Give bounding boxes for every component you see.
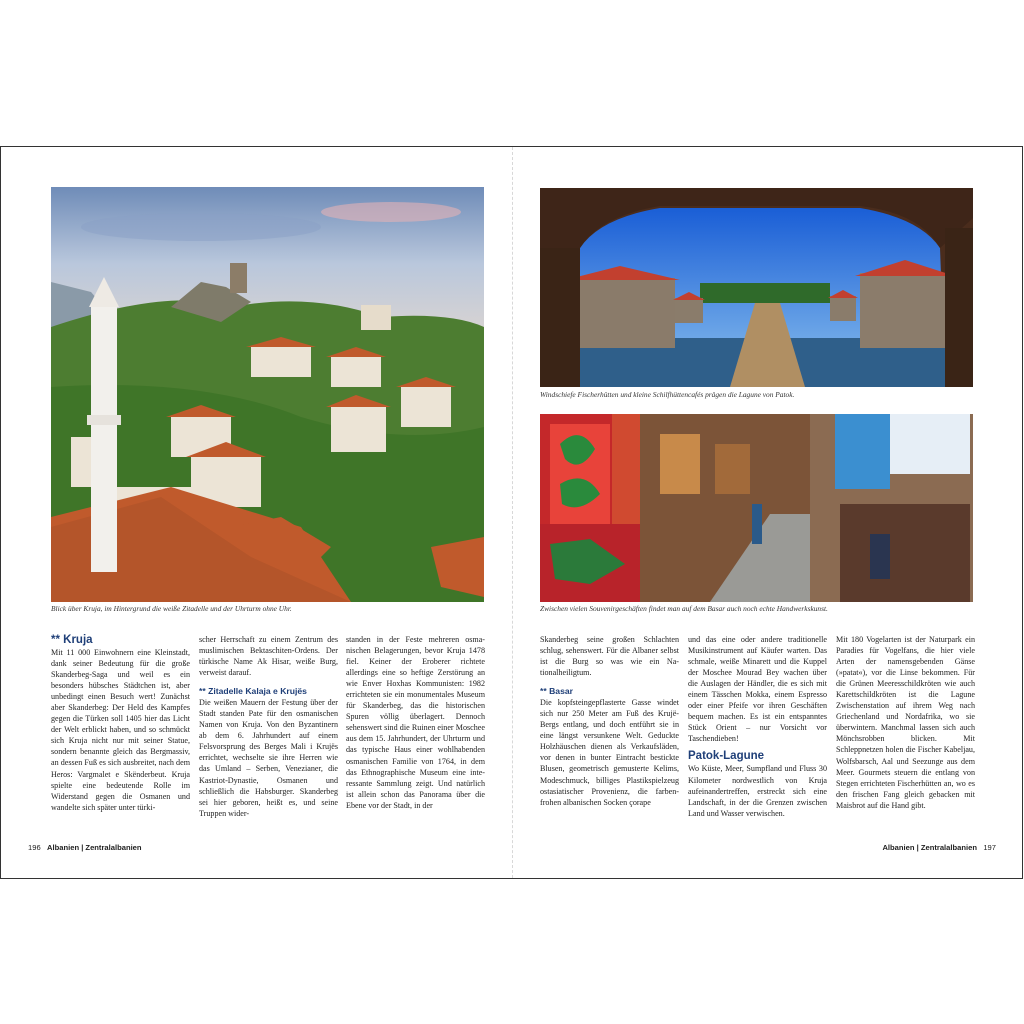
bazaar-photo (540, 414, 973, 602)
page-number-left: 196 (28, 843, 41, 852)
text-column-3 (346, 634, 485, 811)
body-paragraph: Mit 11 000 Einwohnern eine Kleinstadt, dank seiner Bedeutung für die große Skanderbeg-Saga und weil es ein besonders hübsches Städtchen ist, aber unbedingt einen Besuch wert! Zunächst aber Skanderbeg: Der Held des Kampfes gegen die Türken soll 1405 hier das Licht der Welt erblickt haben, und so schmückt sich Kruja nicht nur mit seiner Statue, sondern benannte gleich das Bergmassiv, an dessen Fuß es sich ausbreitet, nach dem Heros: Vargmalet e Skënderbeut. Kruja spielte eine bedeutende Rolle im Widerstand gegen die Osmanen und wandelte sich später unter türki- (51, 648, 190, 812)
kruja-photo (51, 187, 484, 602)
patok-lagoon-photo (540, 188, 973, 387)
section-heading-basar (540, 685, 679, 697)
star-rating: ** (540, 686, 547, 697)
section-heading-kruja (51, 634, 190, 647)
page-number-right: 197 (983, 843, 996, 852)
body-paragraph: Wo Küste, Meer, Sumpfland und Fluss 30 Kilometer nordwestlich von Kruja aufeinandertreffen, erstreckt sich eine Landschaft, in der die Grenzen zwischen Land und Wasser verwischen. (688, 764, 827, 818)
star-rating: ** (51, 634, 60, 646)
bazaar-photo-caption: Zwischen vielen Souvenirgeschäften findet man auf dem Basar auch noch echte Handwerkskunst. (540, 604, 828, 613)
heading-text: Basar (549, 686, 573, 697)
patok-photo-caption: Windschiefe Fischerhütten und kleine Schilfhüttencafés prägen die Lagune von Patok. (540, 390, 795, 399)
text-column-5 (688, 634, 827, 819)
text-column-1 (51, 634, 190, 813)
running-head-left: Albanien | Zentralalbanien (47, 843, 142, 852)
body-paragraph: Skanderbeg seine großen Schlachten schlug, sehenswert. Für die Albaner selbst ist die Burg so was wie ein Nationalheiligtum. (540, 635, 679, 678)
body-paragraph: und das eine oder andere traditionelle Musikinstrument auf Käufer warten. Das schmale, weiße Minarett und die Kuppel der Moschee Mourad Bey wachen über die Auslagen der Händler, die es sich mit einem Tässchen Mokka, einem Espresso oder einer Pfeife vor ihren Geschäften bequem machen. Es ist ein entspanntes Stück Orient – nur Vorsicht vor Taschendieben! (688, 635, 827, 744)
text-column-6 (836, 634, 975, 811)
section-heading-zitadelle (199, 685, 338, 697)
body-paragraph: Die weißen Mauern der Festung über der Stadt standen Pate für den osmanischen Namen von Kruja. Von den Byzantinern ab dem 6. Jahrhundert auf einem Felsvorsprung des Berges Mali i Krujës errichtet, wechselte sie ihre Herren wie das Umland – Serben, Venezianer, die Kastriot-Dynastie, Osmanen und schließlich die Habsburger. Skanderbeg sei hier geboren, heißt es, und seine Truppen wider- (199, 698, 338, 818)
body-paragraph: standen in der Feste mehreren osmanischen Belagerungen, bevor Kruja 1478 fiel. Keiner der Eroberer richtete allerdings eine so heftige Zerstörung an wie Enver Hoxhas Kommunisten: 1982 errichteten sie ein monumentales Museum für Skanderbeg, das die historischen Spuren völlig überlagert. Dennoch sehenswert sind die Ruinen einer Moschee aus dem 15. Jahrhundert, der Uhrturm und das typische Haus einer wohlhabenden osmanischen Familie von 1764, in dem das Ethnographische Museum eine interessante Sammlung zeigt. Und natürlich ist allein schon das Panorama über die Ebene vor der Stadt, in der (346, 635, 485, 810)
heading-text: Zitadelle Kalaja e Krujës (208, 686, 307, 697)
kruja-photo-caption: Blick über Kruja, im Hintergrund die weiße Zitadelle und der Uhrturm ohne Uhr. (51, 604, 292, 613)
page-gutter (512, 147, 513, 878)
body-paragraph: scher Herrschaft zu einem Zentrum des muslimischen Bektaschiten-Ordens. Der türkische Name Ak Hisar, weiße Burg, verweist darauf. (199, 635, 338, 678)
left-footer (28, 843, 142, 852)
text-column-2 (199, 634, 338, 819)
body-paragraph: Die kopfsteingepflasterte Gasse windet sich nur 250 Meter am Fuß des Krujë-Bergs entlang, und doch entführt sie in eine längst versunkene Welt. Geduckte Holzhäuschen dienen als Verkaufsläden, vor denen in bunter Eintracht bestickte Blusen, geometrisch gemusterte Kelims, Modeschmuck, billiges Plastikspielzeug ostasiatischer Provenienz, die farbenfrohen albanischen Socken çorape (540, 698, 679, 807)
text-column-4 (540, 634, 679, 808)
star-rating: ** (199, 686, 206, 697)
right-footer (882, 843, 996, 852)
body-paragraph: Mit 180 Vogelarten ist der Naturpark ein Paradies für Vogelfans, die hier viele Arten der namensgebenden Gänse (»patat«), vor die Linse bekommen. Für die Grünen Meeresschildkröten wie auch Karettschildkröten ist die Lagune Zwischenstation auf ihrem Weg nach Griechenland und Nordafrika, wo sie überwintern. Manchmal lassen sich auch Mönchsrobben blicken. Mit Schleppnetzen holen die Fischer Kabeljau, Wolfsbarsch, Aal und Seezunge aus dem Meer. Gourmets steuern die entlang von Stegen errichteten Fischerhütten an, wo es den frischen Fang gleich gebacken mit Maisbrot auf die Hand gibt. (836, 635, 975, 810)
running-head-right: Albanien | Zentralalbanien (882, 843, 977, 852)
section-heading-patok: Patok-Lagune (688, 750, 765, 763)
heading-text: Kruja (63, 634, 93, 646)
